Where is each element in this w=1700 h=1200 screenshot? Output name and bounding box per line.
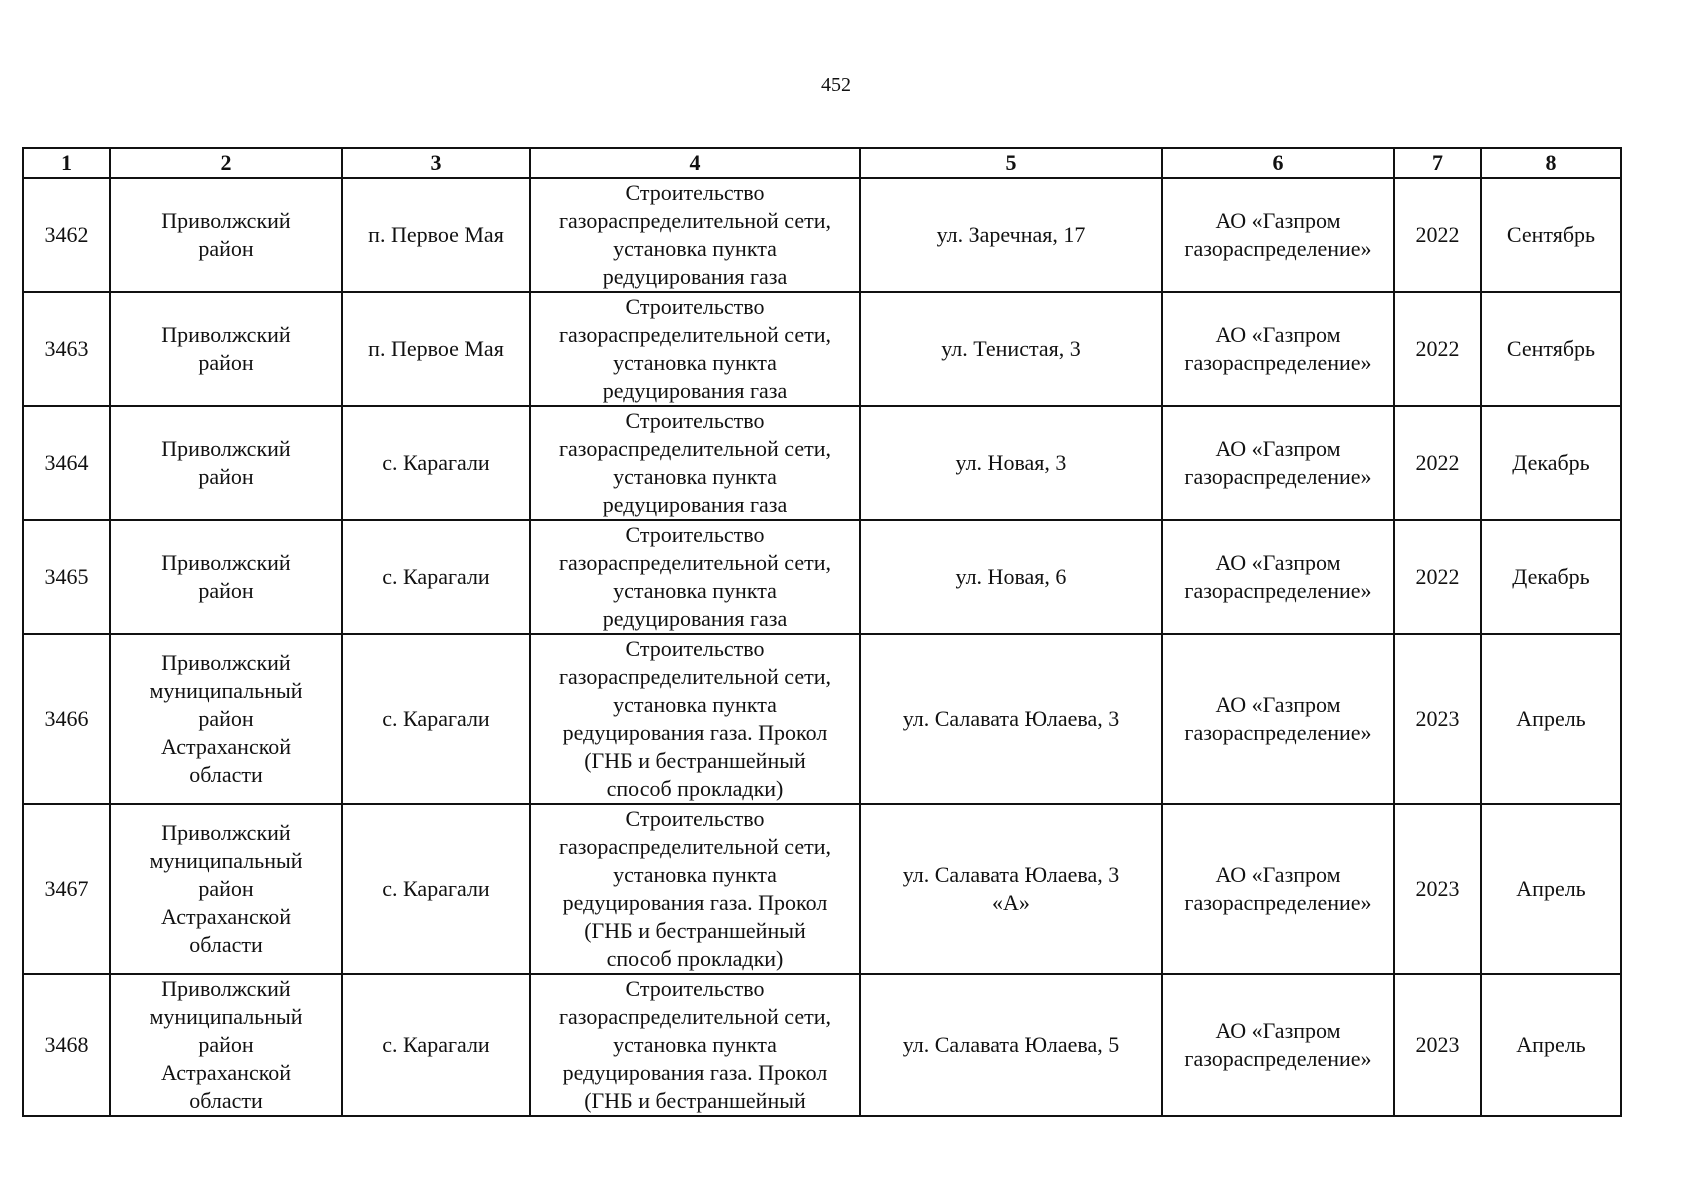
table-row bbox=[23, 520, 1621, 634]
year-cell: 2023 bbox=[1394, 804, 1481, 974]
district-cell: Приволжский муниципальный район Астраханской области bbox=[110, 804, 342, 974]
settlement-cell: с. Карагали bbox=[342, 406, 530, 520]
work-description-cell: Строительство газораспределительной сети, установка пункта редуцирования газа. Прокол (ГНБ и бестраншейный способ прокладки) bbox=[530, 634, 860, 804]
row-number-cell: 3468 bbox=[23, 974, 110, 1116]
row-number-cell: 3467 bbox=[23, 804, 110, 974]
district-cell: Приволжский муниципальный район Астраханской области bbox=[110, 974, 342, 1116]
column-header-6: 6 bbox=[1162, 148, 1394, 178]
month-cell: Апрель bbox=[1481, 974, 1621, 1116]
month-cell: Апрель bbox=[1481, 634, 1621, 804]
year-cell: 2022 bbox=[1394, 406, 1481, 520]
organization-cell: АО «Газпром газораспределение» bbox=[1162, 804, 1394, 974]
table-row bbox=[23, 178, 1621, 292]
year-cell: 2023 bbox=[1394, 634, 1481, 804]
table-row bbox=[23, 634, 1621, 804]
organization-cell: АО «Газпром газораспределение» bbox=[1162, 178, 1394, 292]
address-cell: ул. Салавата Юлаева, 5 bbox=[860, 974, 1162, 1116]
year-cell: 2022 bbox=[1394, 292, 1481, 406]
work-description-cell: Строительство газораспределительной сети, установка пункта редуцирования газа bbox=[530, 178, 860, 292]
organization-cell: АО «Газпром газораспределение» bbox=[1162, 406, 1394, 520]
work-description-cell: Строительство газораспределительной сети, установка пункта редуцирования газа bbox=[530, 520, 860, 634]
address-cell: ул. Тенистая, 3 bbox=[860, 292, 1162, 406]
table-row bbox=[23, 804, 1621, 974]
column-header-7: 7 bbox=[1394, 148, 1481, 178]
table-row bbox=[23, 292, 1621, 406]
settlement-cell: с. Карагали bbox=[342, 520, 530, 634]
month-cell: Декабрь bbox=[1481, 520, 1621, 634]
work-description-cell: Строительство газораспределительной сети, установка пункта редуцирования газа. Прокол (ГНБ и бестраншейный способ прокладки) bbox=[530, 804, 860, 974]
settlement-cell: с. Карагали bbox=[342, 974, 530, 1116]
column-header-5: 5 bbox=[860, 148, 1162, 178]
year-cell: 2023 bbox=[1394, 974, 1481, 1116]
month-cell: Сентябрь bbox=[1481, 292, 1621, 406]
work-description-cell: Строительство газораспределительной сети, установка пункта редуцирования газа bbox=[530, 292, 860, 406]
district-cell: Приволжский район bbox=[110, 178, 342, 292]
address-cell: ул. Салавата Юлаева, 3 bbox=[860, 634, 1162, 804]
row-number-cell: 3465 bbox=[23, 520, 110, 634]
address-cell: ул. Новая, 6 bbox=[860, 520, 1162, 634]
column-header-8: 8 bbox=[1481, 148, 1621, 178]
address-cell: ул. Заречная, 17 bbox=[860, 178, 1162, 292]
organization-cell: АО «Газпром газораспределение» bbox=[1162, 634, 1394, 804]
work-description-cell: Строительство газораспределительной сети, установка пункта редуцирования газа bbox=[530, 406, 860, 520]
table-header-row bbox=[23, 148, 1621, 178]
settlement-cell: п. Первое Мая bbox=[342, 292, 530, 406]
row-number-cell: 3463 bbox=[23, 292, 110, 406]
district-cell: Приволжский район bbox=[110, 406, 342, 520]
row-number-cell: 3466 bbox=[23, 634, 110, 804]
column-header-3: 3 bbox=[342, 148, 530, 178]
work-description-cell: Строительство газораспределительной сети, установка пункта редуцирования газа. Прокол (ГНБ и бестраншейный bbox=[530, 974, 860, 1116]
organization-cell: АО «Газпром газораспределение» bbox=[1162, 520, 1394, 634]
row-number-cell: 3462 bbox=[23, 178, 110, 292]
district-cell: Приволжский район bbox=[110, 292, 342, 406]
address-cell: ул. Салавата Юлаева, 3 «А» bbox=[860, 804, 1162, 974]
district-cell: Приволжский район bbox=[110, 520, 342, 634]
address-cell: ул. Новая, 3 bbox=[860, 406, 1162, 520]
month-cell: Сентябрь bbox=[1481, 178, 1621, 292]
row-number-cell: 3464 bbox=[23, 406, 110, 520]
table-row bbox=[23, 406, 1621, 520]
year-cell: 2022 bbox=[1394, 178, 1481, 292]
organization-cell: АО «Газпром газораспределение» bbox=[1162, 974, 1394, 1116]
column-header-4: 4 bbox=[530, 148, 860, 178]
gasification-schedule-table bbox=[22, 147, 1622, 1117]
page-number: 452 bbox=[821, 74, 851, 96]
settlement-cell: с. Карагали bbox=[342, 804, 530, 974]
district-cell: Приволжский муниципальный район Астраханской области bbox=[110, 634, 342, 804]
column-header-2: 2 bbox=[110, 148, 342, 178]
month-cell: Апрель bbox=[1481, 804, 1621, 974]
year-cell: 2022 bbox=[1394, 520, 1481, 634]
column-header-1: 1 bbox=[23, 148, 110, 178]
settlement-cell: п. Первое Мая bbox=[342, 178, 530, 292]
settlement-cell: с. Карагали bbox=[342, 634, 530, 804]
table-row bbox=[23, 974, 1621, 1116]
month-cell: Декабрь bbox=[1481, 406, 1621, 520]
organization-cell: АО «Газпром газораспределение» bbox=[1162, 292, 1394, 406]
